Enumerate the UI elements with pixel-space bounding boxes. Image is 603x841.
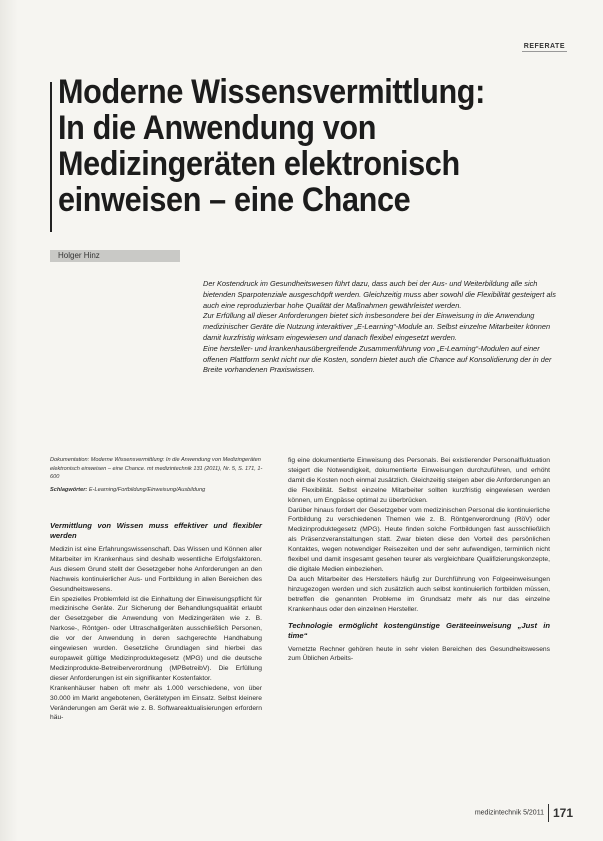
- title-line: Moderne Wissensvermittlung:: [58, 73, 485, 111]
- abstract: [203, 279, 563, 376]
- title-line: einweisen – eine Chance: [58, 181, 411, 219]
- abstract-paragraph: Zur Erfüllung all dieser Anforderungen bietet sich insbesondere bei der Einweisung in die Anwendung medizinischer Geräte die Nutzung interaktiver „E-Learning“-Module an. Selbst einzelne Mitarbeiter können damit kurzfristig wirksam eingewiesen und danach flexibel eingesetzt werden.: [203, 311, 551, 342]
- publication-name: medizintechnik 5/2011: [474, 809, 544, 817]
- body-paragraph: fig eine dokumentierte Einweisung des Personals. Bei existierender Personalfluktuation steigert die Notwendigkeit, dokumentierte Einweisungen durchzuführen, und erhöht damit die Kosten noch einmal zusätzlich. Gleichzeitig steigen aber die Anforderungen an die Flexibilität. Selbst einzelne Mitarbeiter sollten kurzfristig eingewiesen werden können, um Engpässe optimal zu überbrücken.: [288, 457, 550, 504]
- body-paragraph: Darüber hinaus fordert der Gesetzgeber vom medizinischen Personal die kontinuierliche Fortbildung zu verschiedenen Themen wie z. B. Röntgenverordnung (RöV) oder Medizinproduktegesetz (MPG). Heute finden solche Fortbildungen fast ausschließlich als Präsenzveranstaltungen statt. Zwar bieten diese den Vorteil des persönlichen Kontaktes, wegen notwendiger Reisezeiten und der sehr aufwendigen, terminlich nicht flexibel und damit insgesamt gesehen teurer als vergleichbare Qualifizierungskonzepte, die digitale Medien einbeziehen.: [288, 506, 550, 573]
- title-rule: [50, 82, 52, 232]
- page-footer: [475, 804, 573, 822]
- body-paragraph: Ein spezielles Problemfeld ist die Einhaltung der Einweisungspflicht für medizinische Geräte. Zur Sicherung der Behandlungsqualität erlaubt der Gesetzgeber die Anwendung von Medizingeräten wie z. B. Narkose-, Röntgen- oder Ultraschallgeräten ausschließlich Personen, die vor der Anwendung in deren sachgerechte Handhabung eingewiesen wurden. Gesetzliche Grundlagen sind hierbei das europaweit gültige Medizinproduktegesetz (MPG) und die deutsche Medizinprodukte-Betreiberverordnung (MPBetreibV). Die Erfüllung dieser Anforderungen ist ein signifikanter Kostenfaktor.: [50, 595, 262, 682]
- section-tag: REFERATE: [523, 43, 565, 50]
- body-paragraph: Krankenhäuser haben oft mehr als 1.000 verschiedene, von über 30.000 im Markt angebotenen, Gerätetypen im Einsatz. Selbst kleinere Veränderungen am Gerät wie z. B. Softwareaktualisierungen erfordern häu-: [50, 684, 262, 722]
- citation: Dokumentation: Moderne Wissensvermittlung: In die Anwendung von Medizingeräten elektronisch einweisen – eine Chance. mt medizintechnik 131 (2011), Nr. 5, S. 171, 1-600: [50, 457, 263, 481]
- page-number: 171: [552, 806, 573, 820]
- article-title: [58, 74, 526, 218]
- title-line: Medizingeräten elektronisch: [58, 145, 460, 183]
- footer-divider: [548, 804, 549, 822]
- abstract-paragraph: Der Kostendruck im Gesundheitswesen führt dazu, dass auch bei der Aus- und Weiterbildung alle sich bietenden Sparpotenziale ausgeschöpft werden. Gleichzeitig muss aber sowohl die Flexibilität gesteigert als auch eine reproduzierbar hohe Qualität der Maßnahmen gewährleistet werden.: [203, 279, 556, 310]
- body-paragraph: Da auch Mitarbeiter des Herstellers häufig zur Durchführung von Folgeeinweisungen hinzugezogen werden und sich zusätzlich auch selbst kontinuierlich fortbilden müssen, betreffen die genannten Probleme im Grundsatz mehr als nur das einzelne Krankenhaus oder den einzelnen Hersteller.: [288, 575, 550, 613]
- keywords-line: [50, 486, 270, 495]
- section-heading: Vermittlung von Wissen muss effektiver und flexibler werden: [50, 521, 262, 540]
- abstract-paragraph: Eine hersteller- und krankenhausübergreifende Zusammenführung von „E-Learning“-Modulen auf einer offenen Plattform senkt nicht nur die Kosten, sondern bietet auch die Chance auf Konsolidierung der in der Breite vorhandenen Praxiswissen.: [203, 343, 552, 375]
- keywords-terms: E-Learning/Fortbildung/Einweisung/Ausbildung: [88, 486, 206, 493]
- title-line: In die Anwendung von: [58, 109, 377, 147]
- right-column: [288, 456, 550, 664]
- body-paragraph: Vernetzte Rechner gehören heute in sehr vielen Bereichen des Gesundheitswesens zum Üblichen Arbeits-: [288, 645, 550, 663]
- body-paragraph: Medizin ist eine Erfahrungswissenschaft. Das Wissen und Können aller Mitarbeiter im Krankenhaus sind deshalb wesentliche Erfolgsfaktoren. Aus diesem Grund stellt der Gesetzgeber hohe Anforderungen an den Nachweis kontinuierlicher Aus- und Fortbildung in allen Bereichen des Gesundheitswesens.: [50, 546, 262, 593]
- left-column: [50, 521, 262, 723]
- keywords-box: [50, 456, 270, 498]
- section-heading: Technologie ermöglicht kostengünstige Geräteeinweisung „Just in time“: [288, 620, 550, 640]
- keywords-label: Schlagwörter:: [50, 486, 88, 493]
- author-name: Holger Hinz: [58, 251, 100, 260]
